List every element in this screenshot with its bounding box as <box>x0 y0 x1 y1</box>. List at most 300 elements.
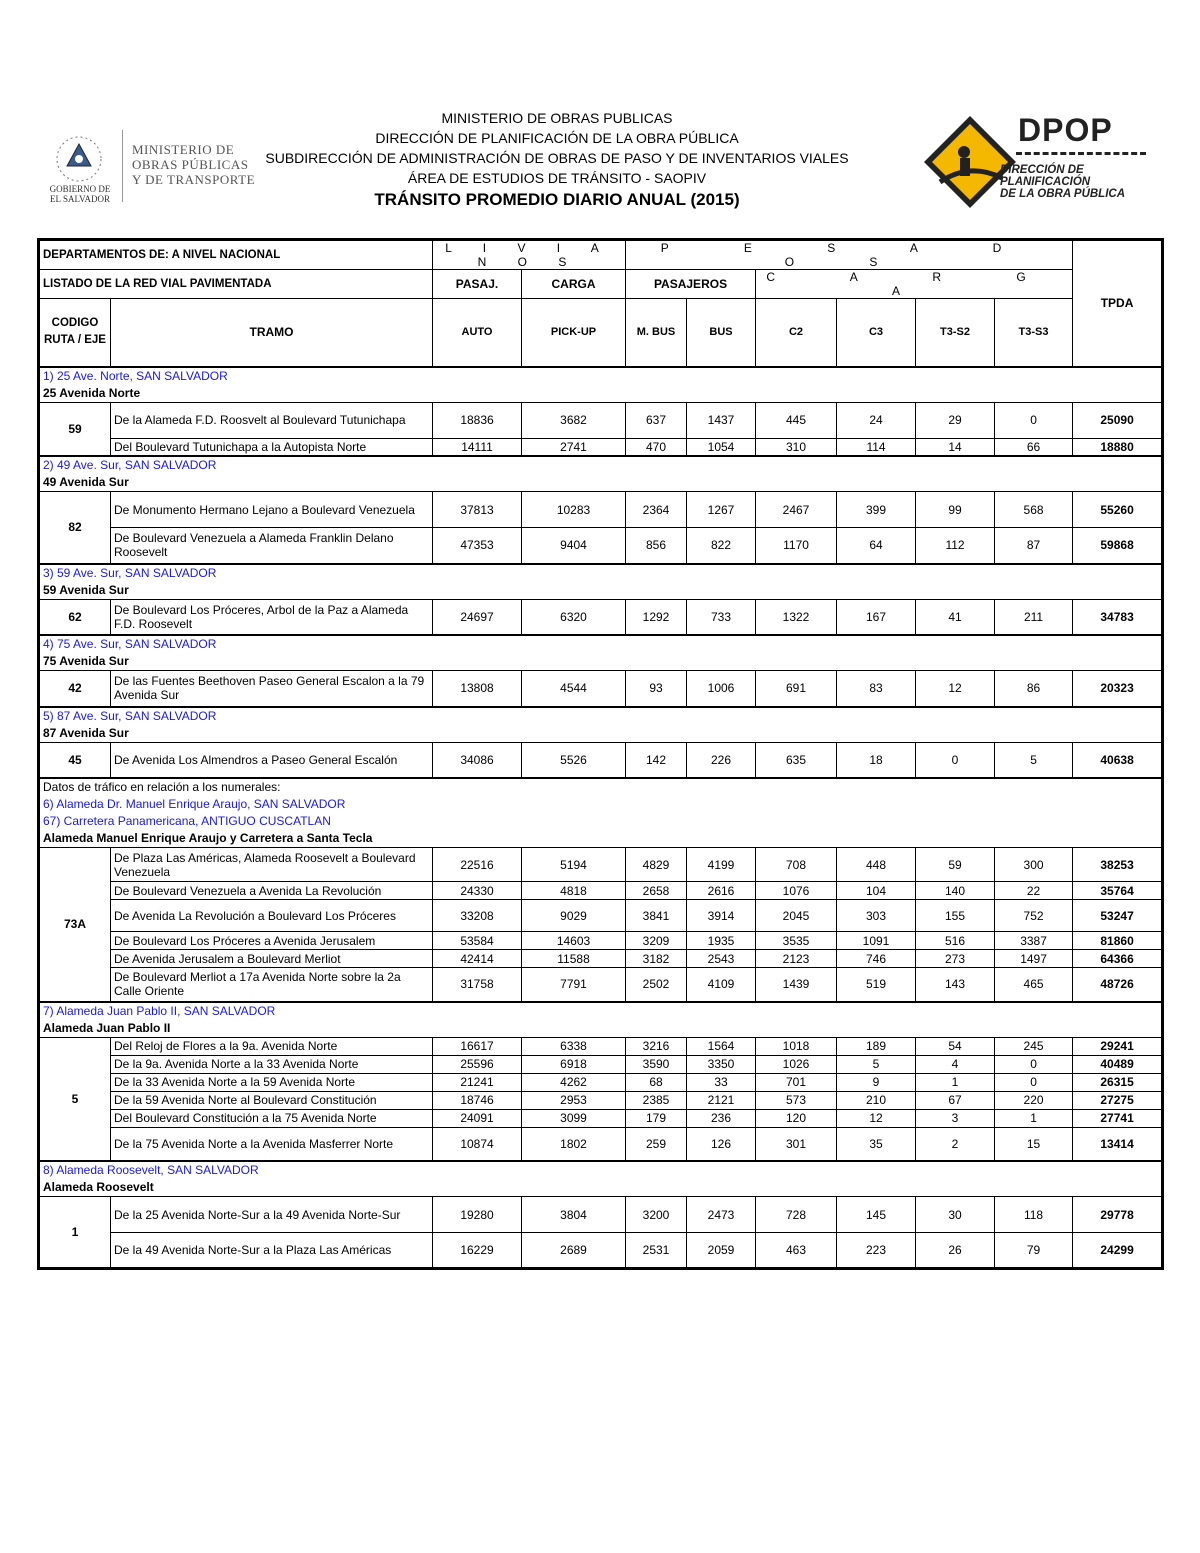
value-cell: 21241 <box>433 1073 522 1091</box>
value-cell: 4544 <box>522 671 626 707</box>
value-cell: 516 <box>916 932 995 950</box>
tramo-cell: De la 59 Avenida Norte al Boulevard Constitución <box>111 1091 433 1109</box>
tramo-cell: De la 33 Avenida Norte a la 59 Avenida Norte <box>111 1073 433 1091</box>
table-row <box>39 848 1163 882</box>
value-cell: 637 <box>626 402 687 438</box>
tpda-cell: 34783 <box>1073 599 1163 635</box>
value-cell: 9404 <box>522 528 626 564</box>
section-header-cell <box>39 367 1163 403</box>
section-link[interactable]: 6) Alameda Dr. Manuel Enrique Araujo, SAN SALVADOR <box>43 797 346 811</box>
value-cell: 2467 <box>756 492 837 528</box>
table-row <box>39 950 1163 968</box>
value-cell: 2364 <box>626 492 687 528</box>
value-cell: 568 <box>995 492 1073 528</box>
value-cell: 10874 <box>433 1127 522 1161</box>
value-cell: 179 <box>626 1109 687 1127</box>
value-cell: 5526 <box>522 742 626 778</box>
value-cell: 210 <box>837 1091 916 1109</box>
dpop-logo <box>920 112 1160 212</box>
tramo-cell: De Boulevard Merliot a 17a Avenida Norte sobre la 2a Calle Oriente <box>111 968 433 1002</box>
col-c3: C3 <box>837 299 916 367</box>
header-line2: DIRECCIÓN DE PLANIFICACIÓN DE LA OBRA PÚBLICA <box>375 130 739 146</box>
value-cell: 2689 <box>522 1233 626 1269</box>
section-name: 25 Avenida Norte <box>43 385 141 400</box>
carga-header: CARGA <box>522 270 626 299</box>
section-name: 75 Avenida Sur <box>43 654 129 668</box>
tpda-cell: 13414 <box>1073 1127 1163 1161</box>
value-cell: 6320 <box>522 599 626 635</box>
value-cell: 18836 <box>433 402 522 438</box>
value-cell: 4 <box>916 1055 995 1073</box>
table-row <box>39 1127 1163 1161</box>
value-cell: 2385 <box>626 1091 687 1109</box>
value-cell: 5194 <box>522 848 626 882</box>
section-header <box>39 367 1163 403</box>
section-name: 87 Avenida Sur <box>43 725 129 740</box>
value-cell: 35 <box>837 1127 916 1161</box>
section-header-cell <box>39 456 1163 492</box>
value-cell: 22516 <box>433 848 522 882</box>
tpda-cell: 48726 <box>1073 968 1163 1002</box>
value-cell: 7791 <box>522 968 626 1002</box>
value-cell: 728 <box>756 1197 837 1233</box>
listado-label: LISTADO DE LA RED VIAL PAVIMENTADA <box>39 270 433 299</box>
value-cell: 5 <box>837 1055 916 1073</box>
value-cell: 303 <box>837 900 916 932</box>
header-line4: ÁREA DE ESTUDIOS DE TRÁNSITO - SAOPIV <box>407 170 707 186</box>
tpda-cell: 20323 <box>1073 671 1163 707</box>
tpda-header: TPDA <box>1073 240 1163 367</box>
value-cell: 167 <box>837 599 916 635</box>
value-cell: 1091 <box>837 932 916 950</box>
value-cell: 1 <box>995 1109 1073 1127</box>
value-cell: 1026 <box>756 1055 837 1073</box>
value-cell: 86 <box>995 671 1073 707</box>
route-code: 5 <box>39 1037 111 1161</box>
ministry-line1: MINISTERIO DE <box>132 142 235 157</box>
value-cell: 0 <box>995 1055 1073 1073</box>
tramo-cell: De Boulevard Los Próceres, Arbol de la Paz a Alameda F.D. Roosevelt <box>111 599 433 635</box>
tpda-cell: 38253 <box>1073 848 1163 882</box>
tpda-cell: 55260 <box>1073 492 1163 528</box>
value-cell: 64 <box>837 528 916 564</box>
pesados-header <box>626 240 1073 270</box>
value-cell: 3387 <box>995 932 1073 950</box>
tramo-cell: De Monumento Hermano Lejano a Boulevard Venezuela <box>111 492 433 528</box>
value-cell: 34086 <box>433 742 522 778</box>
value-cell: 18746 <box>433 1091 522 1109</box>
value-cell: 1170 <box>756 528 837 564</box>
header-line1: MINISTERIO DE OBRAS PUBLICAS <box>441 110 673 126</box>
section-name: Alameda Manuel Enrique Araujo y Carretera a Santa Tecla <box>43 831 373 845</box>
value-cell: 1322 <box>756 599 837 635</box>
tpda-cell: 29241 <box>1073 1037 1163 1055</box>
value-cell: 822 <box>687 528 756 564</box>
value-cell: 3535 <box>756 932 837 950</box>
value-cell: 3350 <box>687 1055 756 1073</box>
section-header-cell <box>39 707 1163 743</box>
route-code: 42 <box>39 671 111 707</box>
value-cell: 1018 <box>756 1037 837 1055</box>
value-cell: 3914 <box>687 900 756 932</box>
value-cell: 155 <box>916 900 995 932</box>
value-cell: 15 <box>995 1127 1073 1161</box>
page-header <box>0 0 1200 230</box>
value-cell: 142 <box>626 742 687 778</box>
tpda-cell: 35764 <box>1073 882 1163 900</box>
value-cell: 13808 <box>433 671 522 707</box>
value-cell: 301 <box>756 1127 837 1161</box>
tramo-cell: De Boulevard Venezuela a Alameda Franklin Delano Roosevelt <box>111 528 433 564</box>
value-cell: 14603 <box>522 932 626 950</box>
datos-note: Datos de tráfico en relación a los numerales: <box>43 780 281 794</box>
section-header <box>39 707 1163 743</box>
value-cell: 2473 <box>687 1197 756 1233</box>
table-row <box>39 1233 1163 1269</box>
value-cell: 3841 <box>626 900 687 932</box>
tramo-cell: Del Reloj de Flores a la 9a. Avenida Norte <box>111 1037 433 1055</box>
value-cell: 211 <box>995 599 1073 635</box>
value-cell: 93 <box>626 671 687 707</box>
tramo-cell: Del Boulevard Tutunichapa a la Autopista Norte <box>111 438 433 456</box>
value-cell: 1006 <box>687 671 756 707</box>
value-cell: 145 <box>837 1197 916 1233</box>
value-cell: 1439 <box>756 968 837 1002</box>
value-cell: 1935 <box>687 932 756 950</box>
value-cell: 463 <box>756 1233 837 1269</box>
section-header-cell <box>39 778 1163 848</box>
route-code: 45 <box>39 742 111 778</box>
value-cell: 0 <box>995 1073 1073 1091</box>
dpop-line3: DE LA OBRA PÚBLICA <box>1000 188 1126 200</box>
pasajeros-header: PASAJEROS <box>626 270 756 299</box>
value-cell: 3216 <box>626 1037 687 1055</box>
value-cell: 9 <box>837 1073 916 1091</box>
tpda-cell: 18880 <box>1073 438 1163 456</box>
value-cell: 701 <box>756 1073 837 1091</box>
value-cell: 223 <box>837 1233 916 1269</box>
value-cell: 1267 <box>687 492 756 528</box>
ministry-line2: OBRAS PÚBLICAS <box>132 157 249 172</box>
col-pickup: PICK-UP <box>522 299 626 367</box>
value-cell: 310 <box>756 438 837 456</box>
section-header-cell <box>39 564 1163 600</box>
route-code: 73A <box>39 848 111 1002</box>
table-row <box>39 968 1163 1002</box>
col-auto: AUTO <box>433 299 522 367</box>
table-row <box>39 402 1163 438</box>
value-cell: 259 <box>626 1127 687 1161</box>
value-cell: 26 <box>916 1233 995 1269</box>
value-cell: 273 <box>916 950 995 968</box>
table-row <box>39 1109 1163 1127</box>
value-cell: 2658 <box>626 882 687 900</box>
table-row <box>39 1073 1163 1091</box>
value-cell: 14111 <box>433 438 522 456</box>
value-cell: 245 <box>995 1037 1073 1055</box>
tramo-cell: Del Boulevard Constitución a la 75 Avenida Norte <box>111 1109 433 1127</box>
value-cell: 25596 <box>433 1055 522 1073</box>
table-row <box>39 900 1163 932</box>
value-cell: 1802 <box>522 1127 626 1161</box>
col-bus: BUS <box>687 299 756 367</box>
value-cell: 99 <box>916 492 995 528</box>
section-header <box>39 564 1163 600</box>
value-cell: 14 <box>916 438 995 456</box>
table-row <box>39 599 1163 635</box>
value-cell: 1292 <box>626 599 687 635</box>
table-row <box>39 742 1163 778</box>
table-row <box>39 1037 1163 1055</box>
value-cell: 3804 <box>522 1197 626 1233</box>
value-cell: 708 <box>756 848 837 882</box>
value-cell: 465 <box>995 968 1073 1002</box>
traffic-table <box>37 238 1164 1270</box>
value-cell: 24 <box>837 402 916 438</box>
value-cell: 2 <box>916 1127 995 1161</box>
value-cell: 2616 <box>687 882 756 900</box>
section-header-cell <box>39 635 1163 671</box>
value-cell: 3200 <box>626 1197 687 1233</box>
value-cell: 519 <box>837 968 916 1002</box>
value-cell: 120 <box>756 1109 837 1127</box>
value-cell: 226 <box>687 742 756 778</box>
value-cell: 114 <box>837 438 916 456</box>
tramo-cell: De la 9a. Avenida Norte a la 33 Avenida Norte <box>111 1055 433 1073</box>
value-cell: 118 <box>995 1197 1073 1233</box>
tpda-cell: 27275 <box>1073 1091 1163 1109</box>
livianos-header <box>433 240 626 270</box>
section-link[interactable]: 1) 25 Ave. Norte, SAN SALVADOR <box>43 368 228 383</box>
tramo-cell: De Boulevard Venezuela a Avenida La Revolución <box>111 882 433 900</box>
value-cell: 16229 <box>433 1233 522 1269</box>
tpda-cell: 59868 <box>1073 528 1163 564</box>
table-row <box>39 438 1163 456</box>
tpda-cell: 25090 <box>1073 402 1163 438</box>
value-cell: 12 <box>916 671 995 707</box>
table-row <box>39 492 1163 528</box>
dpop-line1: DIRECCIÓN DE <box>1000 164 1084 176</box>
value-cell: 1437 <box>687 402 756 438</box>
value-cell: 42414 <box>433 950 522 968</box>
value-cell: 3682 <box>522 402 626 438</box>
tpda-cell: 53247 <box>1073 900 1163 932</box>
page-title: TRÁNSITO PROMEDIO DIARIO ANUAL (2015) <box>374 190 740 209</box>
value-cell: 83 <box>837 671 916 707</box>
tpda-cell: 26315 <box>1073 1073 1163 1091</box>
col-t3s3: T3-S3 <box>995 299 1073 367</box>
section-header <box>39 778 1163 848</box>
value-cell: 2059 <box>687 1233 756 1269</box>
section-name: Alameda Roosevelt <box>43 1180 154 1194</box>
value-cell: 4818 <box>522 882 626 900</box>
value-cell: 5 <box>995 742 1073 778</box>
value-cell: 68 <box>626 1073 687 1091</box>
value-cell: 30 <box>916 1197 995 1233</box>
value-cell: 2123 <box>756 950 837 968</box>
route-code: 59 <box>39 402 111 456</box>
value-cell: 16617 <box>433 1037 522 1055</box>
section-name: Alameda Juan Pablo II <box>43 1020 171 1035</box>
table-row <box>39 528 1163 564</box>
pasaj-header: PASAJ. <box>433 270 522 299</box>
table-body <box>39 367 1163 1269</box>
tramo-header: TRAMO <box>111 299 433 367</box>
pesados-text: P E S A D O S <box>660 241 1038 269</box>
section-name: 59 Avenida Sur <box>43 582 129 597</box>
value-cell: 752 <box>995 900 1073 932</box>
value-cell: 33208 <box>433 900 522 932</box>
value-cell: 691 <box>756 671 837 707</box>
value-cell: 54 <box>916 1037 995 1055</box>
carga-group-text: C A R G A <box>766 270 1062 298</box>
tramo-cell: De las Fuentes Beethoven Paseo General Escalon a la 79 Avenida Sur <box>111 671 433 707</box>
value-cell: 746 <box>837 950 916 968</box>
value-cell: 4262 <box>522 1073 626 1091</box>
value-cell: 1 <box>916 1073 995 1091</box>
tpda-cell: 27741 <box>1073 1109 1163 1127</box>
value-cell: 53584 <box>433 932 522 950</box>
ministry-line3: Y DE TRANSPORTE <box>132 172 256 187</box>
section-header-cell <box>39 1002 1163 1038</box>
table-row <box>39 1197 1163 1233</box>
value-cell: 59 <box>916 848 995 882</box>
value-cell: 29 <box>916 402 995 438</box>
value-cell: 2543 <box>687 950 756 968</box>
section-name: 49 Avenida Sur <box>43 475 129 489</box>
tpda-cell: 40489 <box>1073 1055 1163 1073</box>
value-cell: 6918 <box>522 1055 626 1073</box>
value-cell: 143 <box>916 968 995 1002</box>
tpda-cell: 81860 <box>1073 932 1163 950</box>
col-c2: C2 <box>756 299 837 367</box>
value-cell: 4829 <box>626 848 687 882</box>
value-cell: 2741 <box>522 438 626 456</box>
value-cell: 19280 <box>433 1197 522 1233</box>
value-cell: 1076 <box>756 882 837 900</box>
value-cell: 573 <box>756 1091 837 1109</box>
section-link[interactable]: 7) Alameda Juan Pablo II, SAN SALVADOR <box>43 1003 276 1018</box>
value-cell: 3590 <box>626 1055 687 1073</box>
tramo-cell: De Avenida Jerusalem a Boulevard Merliot <box>111 950 433 968</box>
section-header <box>39 635 1163 671</box>
value-cell: 6338 <box>522 1037 626 1055</box>
value-cell: 300 <box>995 848 1073 882</box>
value-cell: 87 <box>995 528 1073 564</box>
dpop-title: DPOP <box>1018 112 1113 148</box>
col-t3s2: T3-S2 <box>916 299 995 367</box>
value-cell: 66 <box>995 438 1073 456</box>
tpda-cell: 64366 <box>1073 950 1163 968</box>
tpda-cell: 40638 <box>1073 742 1163 778</box>
value-cell: 79 <box>995 1233 1073 1269</box>
tramo-cell: De Avenida Los Almendros a Paseo General Escalón <box>111 742 433 778</box>
value-cell: 3209 <box>626 932 687 950</box>
table-row <box>39 671 1163 707</box>
tramo-cell: De la 49 Avenida Norte-Sur a la Plaza Las Américas <box>111 1233 433 1269</box>
table-row <box>39 932 1163 950</box>
value-cell: 24091 <box>433 1109 522 1127</box>
value-cell: 2502 <box>626 968 687 1002</box>
dpop-line2: PLANIFICACIÓN <box>1000 176 1091 188</box>
value-cell: 189 <box>837 1037 916 1055</box>
value-cell: 2121 <box>687 1091 756 1109</box>
header-line3: SUBDIRECCIÓN DE ADMINISTRACIÓN DE OBRAS DE PASO Y DE INVENTARIOS VIALES <box>265 150 849 166</box>
dpop-dash <box>1016 152 1146 161</box>
section-link[interactable]: 3) 59 Ave. Sur, SAN SALVADOR <box>43 565 217 580</box>
table-row <box>39 882 1163 900</box>
route-code: 62 <box>39 599 111 635</box>
value-cell: 47353 <box>433 528 522 564</box>
section-link[interactable]: 5) 87 Ave. Sur, SAN SALVADOR <box>43 708 217 723</box>
tramo-cell: De Avenida La Revolución a Boulevard Los Próceres <box>111 900 433 932</box>
carga-group-header <box>756 270 1073 299</box>
section-header <box>39 456 1163 492</box>
section-header-cell <box>39 1161 1163 1197</box>
value-cell: 3 <box>916 1109 995 1127</box>
value-cell: 33 <box>687 1073 756 1091</box>
value-cell: 856 <box>626 528 687 564</box>
table-row <box>39 1055 1163 1073</box>
value-cell: 112 <box>916 528 995 564</box>
value-cell: 22 <box>995 882 1073 900</box>
table-row <box>39 1091 1163 1109</box>
value-cell: 12 <box>837 1109 916 1127</box>
value-cell: 37813 <box>433 492 522 528</box>
value-cell: 1497 <box>995 950 1073 968</box>
value-cell: 2531 <box>626 1233 687 1269</box>
value-cell: 236 <box>687 1109 756 1127</box>
value-cell: 11588 <box>522 950 626 968</box>
codigo-header: CODIGO RUTA / EJE <box>39 299 111 367</box>
section-link[interactable]: 2) 49 Ave. Sur, SAN SALVADOR <box>43 458 217 472</box>
tramo-cell: De la Alameda F.D. Roosvelt al Boulevard Tutunichapa <box>111 402 433 438</box>
tramo-cell: De la 75 Avenida Norte a la Avenida Masferrer Norte <box>111 1127 433 1161</box>
value-cell: 31758 <box>433 968 522 1002</box>
value-cell: 126 <box>687 1127 756 1161</box>
section-link[interactable]: 4) 75 Ave. Sur, SAN SALVADOR <box>43 637 217 651</box>
value-cell: 448 <box>837 848 916 882</box>
col-mbus: M. BUS <box>626 299 687 367</box>
value-cell: 24697 <box>433 599 522 635</box>
value-cell: 3182 <box>626 950 687 968</box>
value-cell: 9029 <box>522 900 626 932</box>
value-cell: 4109 <box>687 968 756 1002</box>
gob-line1: GOBIERNO DE <box>49 184 111 194</box>
value-cell: 445 <box>756 402 837 438</box>
value-cell: 733 <box>687 599 756 635</box>
section-header <box>39 1002 1163 1038</box>
value-cell: 18 <box>837 742 916 778</box>
value-cell: 0 <box>995 402 1073 438</box>
value-cell: 2953 <box>522 1091 626 1109</box>
value-cell: 0 <box>916 742 995 778</box>
value-cell: 4199 <box>687 848 756 882</box>
section-link-2[interactable]: 67) Carretera Panamericana, ANTIGUO CUSCATLAN <box>43 814 331 828</box>
livianos-text: L I V I A N O S <box>445 241 613 269</box>
value-cell: 67 <box>916 1091 995 1109</box>
tpda-cell: 29778 <box>1073 1197 1163 1233</box>
tpda-cell: 24299 <box>1073 1233 1163 1269</box>
tramo-cell: De la 25 Avenida Norte-Sur a la 49 Avenida Norte-Sur <box>111 1197 433 1233</box>
route-code: 82 <box>39 492 111 564</box>
value-cell: 1564 <box>687 1037 756 1055</box>
value-cell: 10283 <box>522 492 626 528</box>
gob-line2: EL SALVADOR <box>50 194 110 204</box>
value-cell: 104 <box>837 882 916 900</box>
section-link[interactable]: 8) Alameda Roosevelt, SAN SALVADOR <box>43 1163 259 1177</box>
value-cell: 220 <box>995 1091 1073 1109</box>
